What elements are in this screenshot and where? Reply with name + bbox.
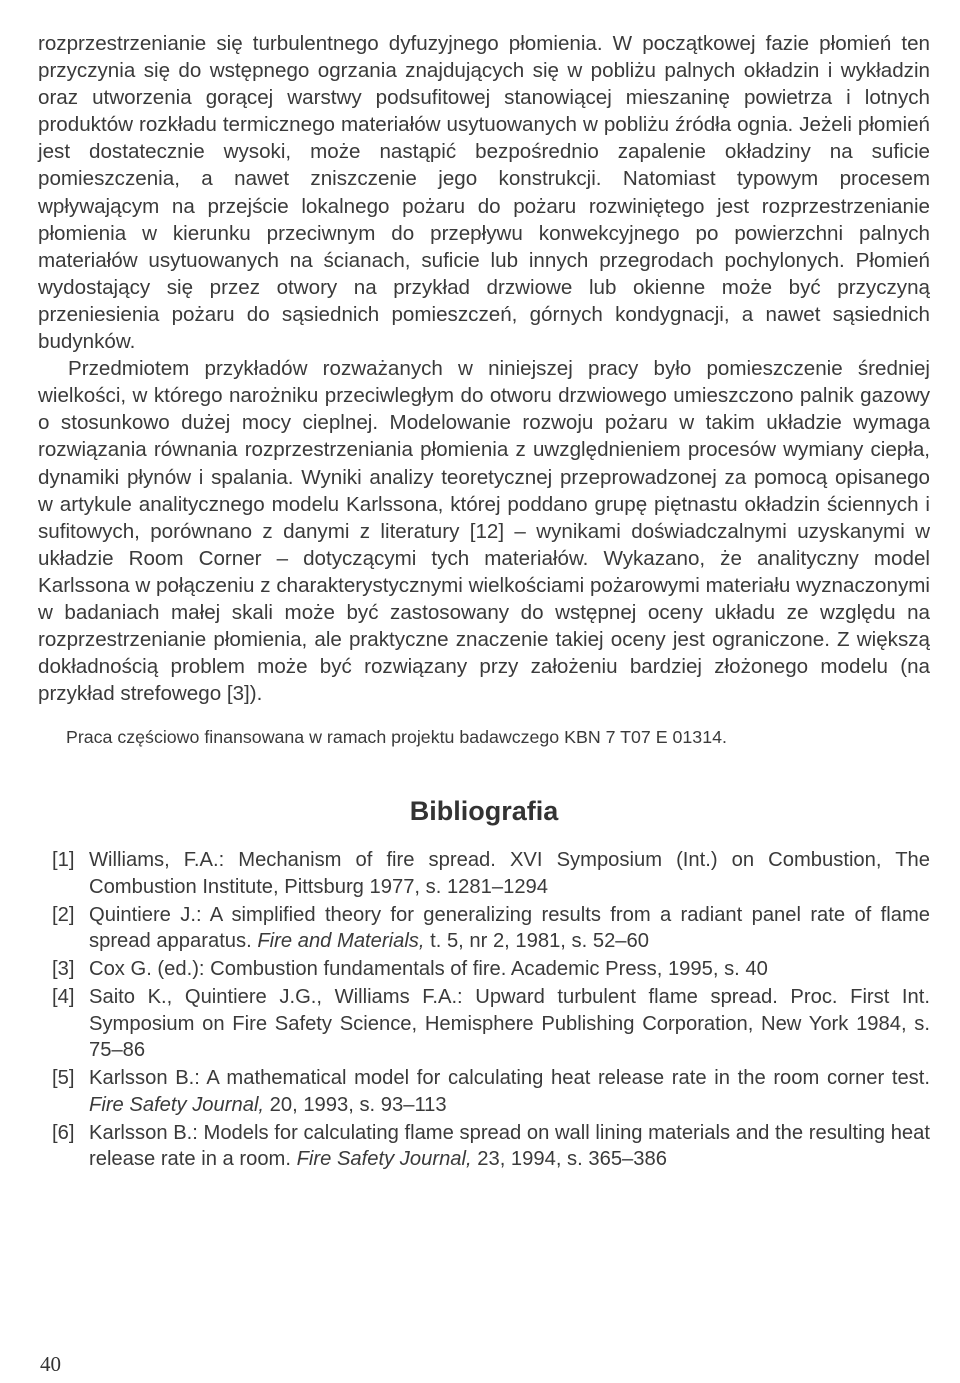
bibliography-number: [5] [52, 1067, 75, 1090]
journal-title: Fire Safety Journal, [89, 1093, 265, 1116]
bibliography-text: Karlsson B.: A mathematical model for calculating heat release rate in the room corner test. [89, 1067, 930, 1090]
bibliography-number: [6] [52, 1121, 75, 1144]
bibliography-text: Williams, F.A.: Mechanism of fire spread. XVI Symposium (Int.) on Combustion, The Combustion Institute, Pittsburg 1977, s. 1281–1294 [89, 849, 930, 898]
bibliography-text: Karlsson B.: Models for calculating flame spread on wall lining materials and the resulting heat release rate in a room. [89, 1121, 930, 1171]
bibliography-item-6 [38, 1120, 930, 1173]
bibliography-text: Cox G. (ed.): Combustion fundamentals of fire. Academic Press, 1995, s. 40 [89, 958, 768, 981]
bibliography-number: [3] [52, 958, 75, 981]
bibliography-number: [4] [52, 986, 75, 1009]
journal-title: Fire and Materials, [257, 930, 425, 953]
bibliography-item-3 [38, 956, 930, 983]
bibliography-text: Saito K., Quintiere J.G., Williams F.A.: Upward turbulent flame spread. Proc. First Int. Symposium on Fire Safety Science, Hemisphere Publishing Corporation, New York 1984, s. 75–86 [89, 986, 930, 1062]
body-paragraph-2: Przedmiotem przykładów rozważanych w niniejszej pracy było pomieszczenie średniej wielkości, w którego narożniku przeciwległym do otworu drzwiowego umieszczono palnik gazowy o stosunkowo dużej mocy cieplnej. Modelowanie rozwoju pożaru w takim układzie wymaga rozwiązania równania rozprzestrzeniania płomienia z uwzględnieniem procesów wymiany ciepła, dynamiki płynów i spalania. Wyniki analizy teoretycznej przeprowadzonej za pomocą opisanego w artykule analitycznego modelu Karlssona, której poddano grupę piętnastu okładzin ściennych i sufitowych, porównano z danymi z literatury [12] – wynikami doświadczalnymi uzyskanymi w układzie Room Corner – dotyczącymi tych materiałów. Wykazano, że analityczny model Karlssona w połączeniu z charakterystycznymi wielkościami pożarowymi materiału wyznaczonymi w badaniach małej skali może być zastosowany do wstępnej oceny układu ze względu na rozprzestrzenianie płomienia, ale praktyczne znaczenie takiej oceny jest ograniczone. Z większą dokładnością problem może być rozwiązany przy założeniu bardziej złożonego modelu (na przykład strefowego [3]). [38, 357, 930, 706]
page-content [38, 30, 930, 1174]
bibliography-number: [1] [52, 849, 75, 872]
bibliography-item-1 [38, 847, 930, 900]
body-paragraph-1: rozprzestrzenianie się turbulentnego dyfuzyjnego płomienia. W początkowej fazie płomień ten przyczynia się do wstępnego ogrzania znajdujących się w pobliżu palnych okładzin i wykładzin oraz utworzenia gorącej warstwy podsufitowej stanowiącej mieszaninę powietrza i lotnych produktów rozkładu termicznego materiałów usytuowanych w pobliżu źródła ognia. Jeżeli płomień jest dostatecznie wysoki, może nastąpić bezpośrednio zapalenie okładziny na suficie pomieszczenia, a nawet zniszczenie jego konstrukcji. Natomiast typowym procesem wpływającym na przejście lokalnego pożaru do pożaru rozwiniętego jest rozprzestrzenianie płomienia w kierunku przeciwnym do przepływu konwekcyjnego po powierzchni palnych materiałów usytuowanych na ścianach, suficie lub innych przegrodach pochylonych. Płomień wydostający się przez otwory na przykład drzwiowe lub okienne może być przyczyną przeniesienia pożaru do sąsiednich pomieszczeń, górnych kondygnacji, a nawet sąsiednich budynków. [38, 32, 930, 354]
journal-title: Fire Safety Journal, [296, 1148, 472, 1171]
bibliography-text-tail: t. 5, nr 2, 1981, s. 52–60 [424, 930, 649, 953]
bibliography-list [38, 847, 930, 1173]
bibliography-text: Quintiere J.: A simplified theory for generalizing results from a radiant panel rate of flame spread apparatus. [89, 903, 930, 953]
bibliography-item-5 [38, 1065, 930, 1118]
bibliography-item-2 [38, 902, 930, 955]
funding-note: Praca częściowo finansowana w ramach projektu badawczego KBN 7 T07 E 01314. [66, 727, 727, 748]
bibliography-heading: Bibliografia [409, 796, 559, 827]
bibliography-item-4 [38, 984, 930, 1064]
page-number: 40 [40, 1352, 61, 1376]
bibliography-text-tail: 20, 1993, s. 93–113 [264, 1093, 447, 1116]
bibliography-text-tail: 23, 1994, s. 365–386 [471, 1148, 667, 1171]
bibliography-number: [2] [52, 903, 75, 926]
